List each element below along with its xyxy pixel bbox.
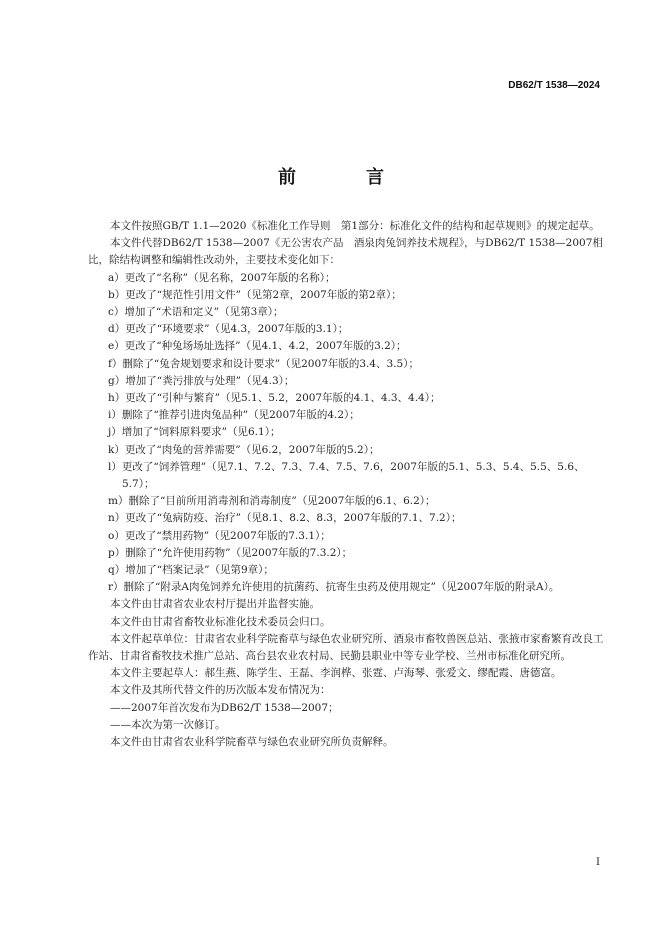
drafting-units-paragraph: 本文件起草单位：甘肃省农业科学院畜草与绿色农业研究所、酒泉市畜牧兽医总站、张掖市家畜繁育改良工作站、甘肃省畜牧技术推广总站、高台县农业农村局、民勤县职业中等专业学校、兰州市标准化研究所。: [88, 632, 604, 663]
interpretation-paragraph: 本文件由甘肃省农业科学院畜草与绿色农业研究所负责解释。: [110, 736, 394, 749]
page-title: 前 言: [278, 167, 410, 188]
change-item-c: c）增加了“术语和定义”（见第3章）；: [108, 306, 284, 319]
change-item-n: n）更改了“兔病防疫、治疗”（见8.1、8.2、8.3，2007年版的7.1、7.2）；: [108, 512, 462, 525]
standard-code: DB62/T 1538—2024: [508, 80, 600, 91]
change-item-l-line1: l）更改了“饲养管理”（见7.1、7.2、7.3、7.4、7.5、7.6，2007年版的5.1、5.3、5.4、5.5、5.6、: [108, 460, 585, 473]
change-item-d: d）更改了“环境要求”（见4.3，2007年版的3.1）；: [108, 323, 349, 336]
change-item-l-line2: 5.7）；: [122, 478, 155, 491]
change-item-l: [88, 459, 604, 493]
page-number: I: [596, 857, 600, 868]
committee-paragraph: 本文件由甘肃省畜牧业标准化技术委员会归口。: [110, 615, 331, 628]
intro-paragraph-replacement: 本文件代替DB62/T 1538—2007《无公害农产品 酒泉肉兔饲养技术规程》，与DB62/T 1538—2007相比，除结构调整和编辑性改动外，主要技术变化如下：: [88, 237, 603, 267]
proposer-paragraph: 本文件由甘肃省农业农村厅提出并监督实施。: [110, 598, 320, 611]
change-item-b: b）更改了“规范性引用文件”（见第2章，2007年版的第2章）；: [108, 288, 402, 301]
change-item-r: r）删除了“附录A肉兔饲养允许使用的抗菌药、抗寄生虫药及使用规定”（见2007年版的附录A）。: [108, 581, 560, 594]
change-item-i: i）删除了“推荐引进肉兔品种”（见2007年版的4.2）；: [108, 409, 360, 422]
history-intro-paragraph: 本文件及其所代替文件的历次版本发布情况为：: [110, 684, 331, 697]
history-item: ——本次为第一次修订。: [110, 718, 226, 731]
document-body: [88, 218, 604, 751]
change-item-q: q）增加了“档案记录”（见第9章）；: [108, 564, 274, 577]
change-item-e: e）更改了“种兔场场址选择”（见4.1、4.2，2007年版的3.2）；: [108, 340, 407, 353]
change-item-g: g）增加了“粪污排放与处理”（见4.3）；: [108, 374, 295, 387]
change-item-h: h）更改了“引种与繁育”（见5.1、5.2，2007年版的4.1、4.3、4.4）；: [108, 392, 441, 405]
intro-paragraph-drafting: 本文件按照GB/T 1.1—2020《标准化工作导则 第1部分：标准化文件的结构和起草规则》的规定起草。: [110, 220, 600, 232]
drafters-paragraph: 本文件主要起草人：郝生燕、陈学生、王磊、李润桦、张霆、卢海琴、张爱文、缪配霞、唐德富。: [110, 667, 562, 680]
change-item-k: k）更改了“肉兔的营养需要”（见6.2，2007年版的5.2）；: [108, 443, 380, 456]
change-item-f: f）删除了“兔舍规划要求和设计要求”（见2007年版的3.4、3.5）；: [108, 357, 419, 370]
change-item-j: j）增加了“饲料原料要求”（见6.1）；: [108, 426, 281, 439]
change-item-m: m）删除了“目前所用消毒剂和消毒制度”（见2007年版的6.1、6.2）；: [108, 495, 436, 508]
change-item-p: p）删除了“允许使用药物”（见2007年版的7.3.2）；: [108, 546, 353, 559]
history-item: ——2007年首次发布为DB62/T 1538—2007；: [110, 701, 339, 714]
change-item-o: o）更改了“禁用药物”（见2007年版的7.3.1）；: [108, 529, 331, 542]
change-item-a: a）更改了“名称”（见名称，2007年版的名称）；: [108, 271, 336, 284]
